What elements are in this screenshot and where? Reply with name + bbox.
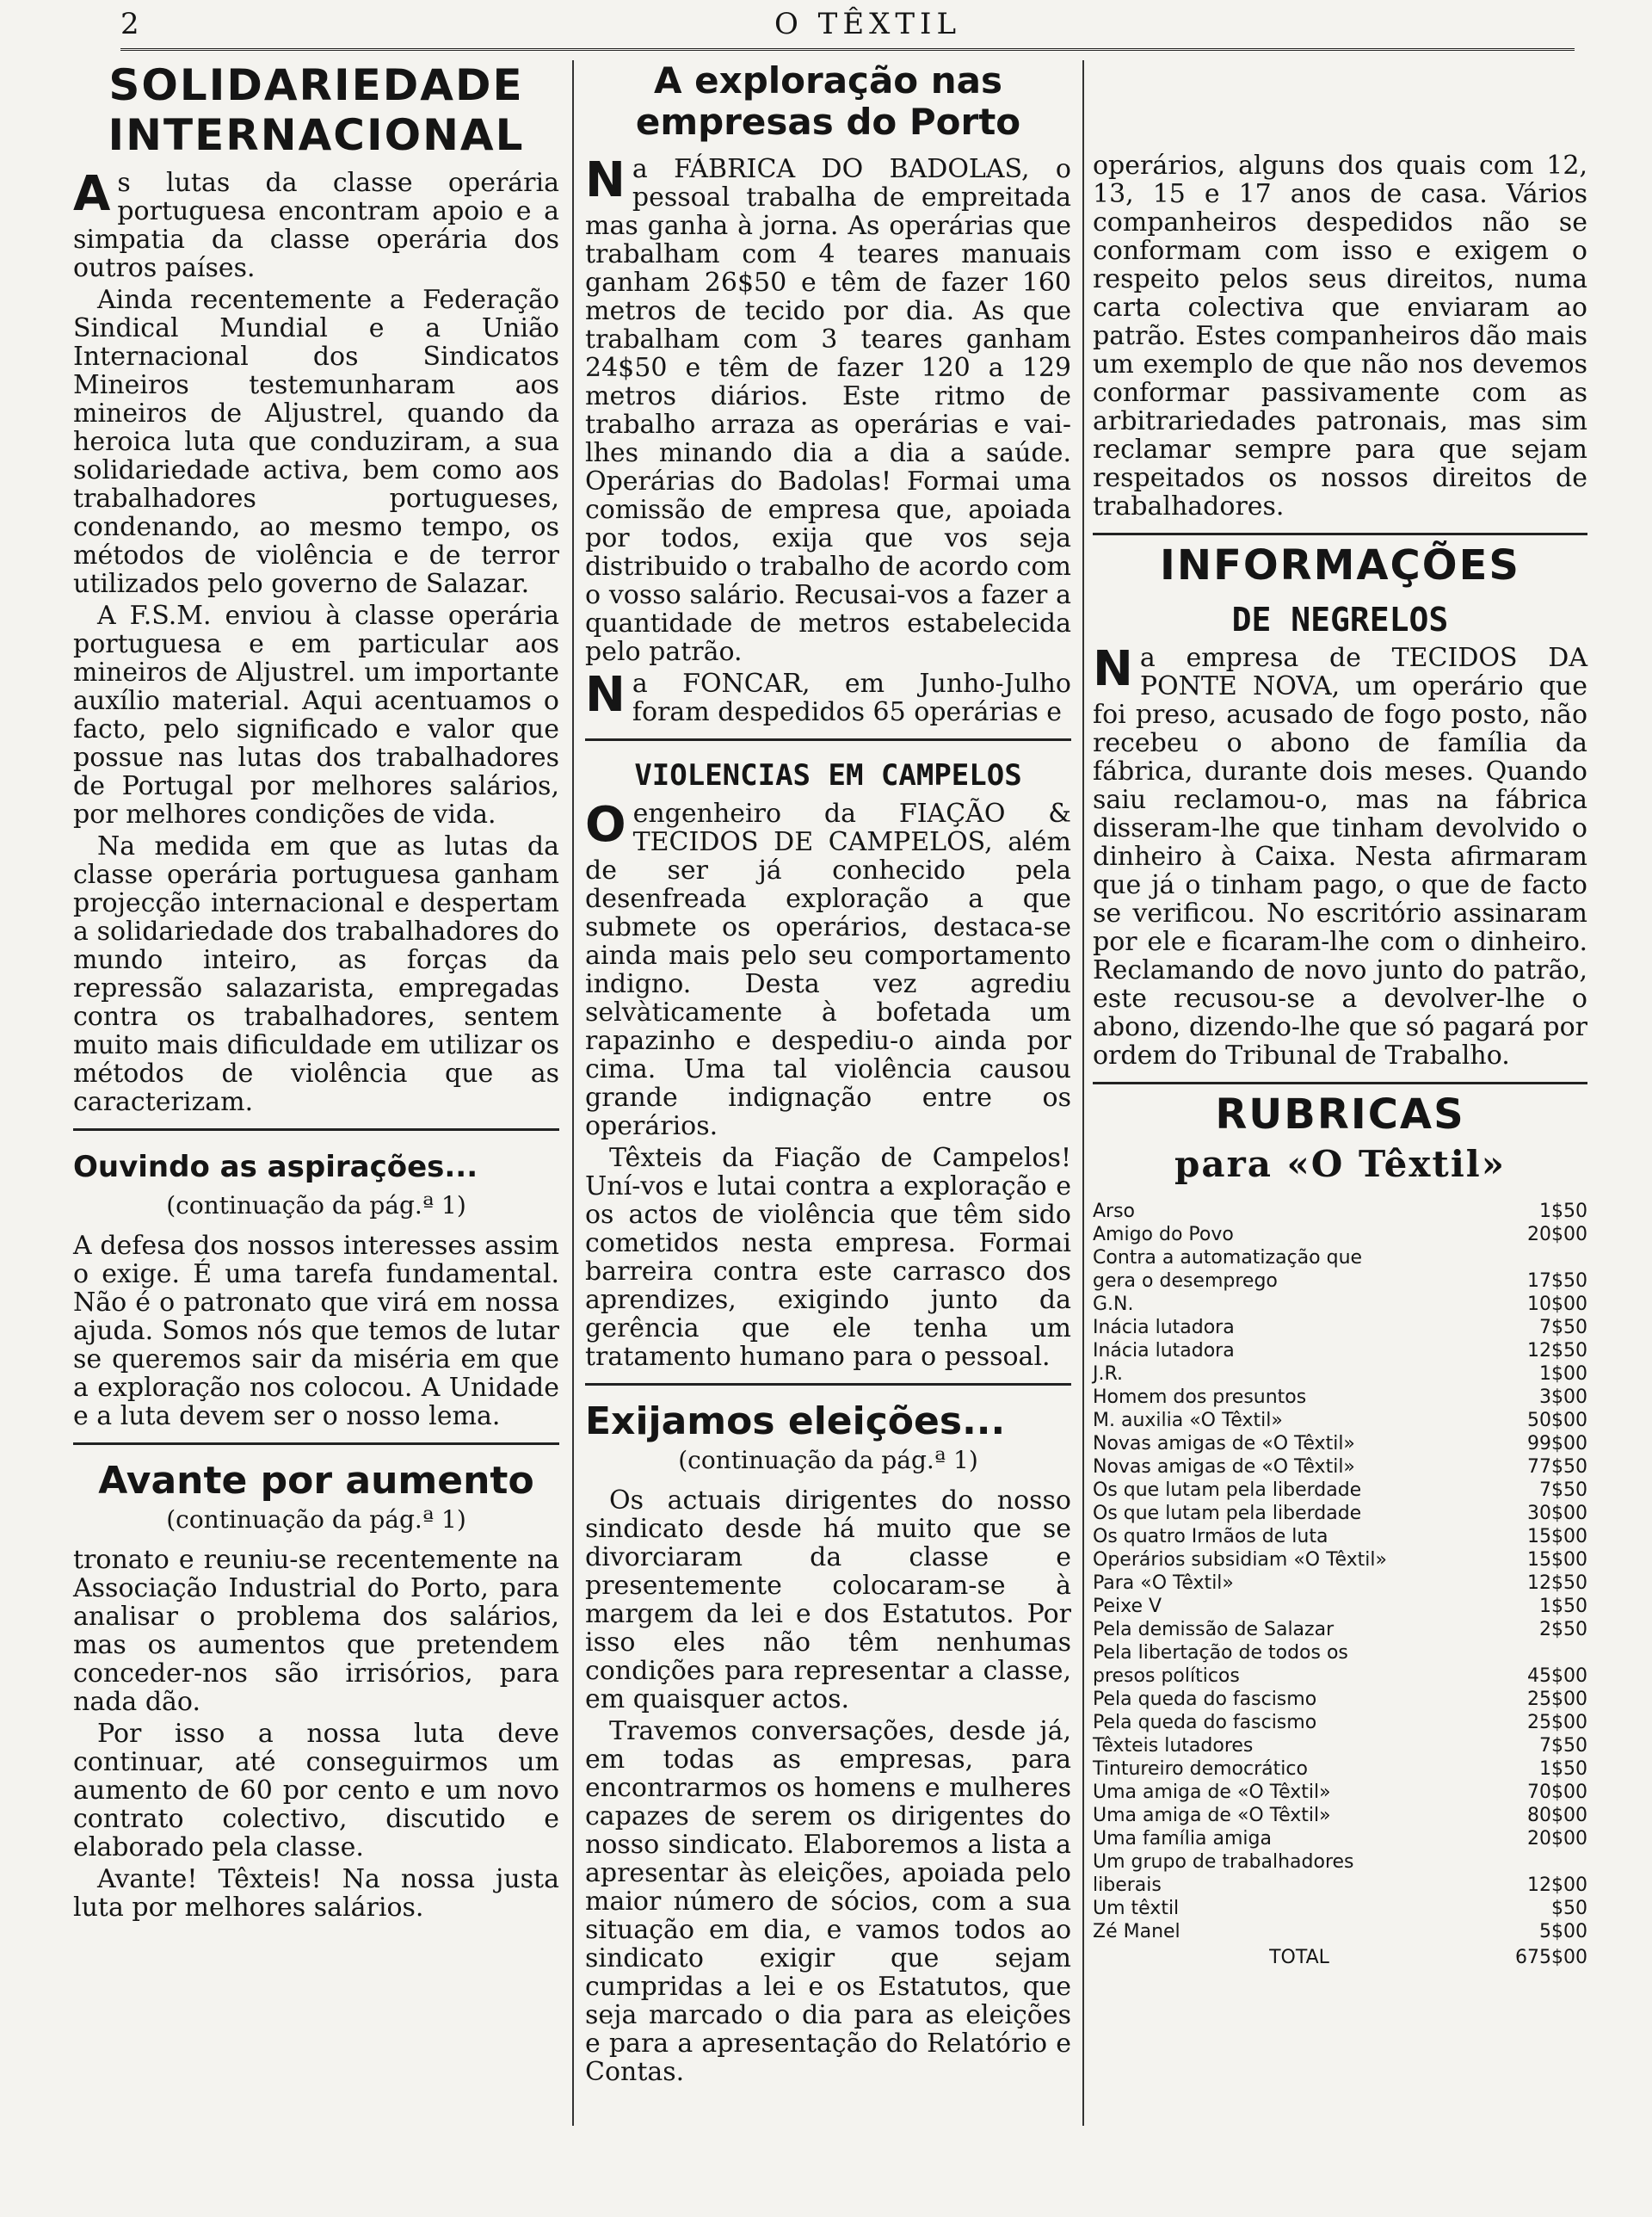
donation-row: [1093, 1920, 1587, 1943]
page-number: 2: [120, 7, 139, 41]
donation-label: Uma amiga de «O Têxtil»: [1093, 1805, 1331, 1826]
section-ouvindo: [73, 1128, 559, 1430]
donation-label: Têxteis lutadores: [1093, 1735, 1254, 1757]
donation-label: Uma família amiga: [1093, 1828, 1272, 1850]
continuation-note: (continuação da pág.ª 1): [166, 1191, 466, 1220]
donation-value: 50$00: [1527, 1410, 1587, 1431]
continuation-note: (continuação da pág.ª 1): [166, 1505, 466, 1534]
column-divider: [1082, 60, 1084, 2126]
donation-label: gera o desemprego: [1093, 1270, 1278, 1292]
donation-value: [1506, 1850, 1587, 1874]
article-paragraph: Têxteis da Fiação de Campelos! Uní-vos e lutai contra a exploração e os actos de violência que têm sido cometidos nesta empresa. Formai barreira contra este carrasco dos aprendizes, exigindo junto da gerência que ele tenha um tratamento humano para o pessoal.: [585, 1143, 1071, 1372]
donation-row: [1093, 1269, 1587, 1293]
section-informacoes: [1093, 533, 1587, 1070]
drop-cap: N: [585, 152, 626, 208]
donation-label: Peixe V: [1093, 1596, 1162, 1617]
donation-label: Um grupo de trabalhadores: [1093, 1851, 1354, 1873]
article-paragraph: Oengenheiro da FIAÇÃO & TECIDOS DE CAMPELOS, além de ser já conhecido pela desenfreada exploração a que submete os operários, destaca-se ainda mais pelo seu comportamento indigno. Desta vez agrediu selvàticamente à bofetada um rapazinho e despediu-o ainda por cima. Uma tal violência causou grande indignação entre os operários.: [585, 797, 1071, 1141]
donation-label: presos políticos: [1093, 1665, 1240, 1687]
column-1: [73, 60, 559, 1925]
donation-row: [1093, 1316, 1587, 1339]
donation-value: 1$00: [1539, 1363, 1587, 1385]
donation-row: [1093, 1386, 1587, 1409]
donation-label: Novas amigas de «O Têxtil»: [1093, 1433, 1355, 1454]
donation-label: Uma amiga de «O Têxtil»: [1093, 1782, 1331, 1803]
donation-value: 20$00: [1527, 1224, 1587, 1245]
donation-row: [1093, 1200, 1587, 1223]
donation-value: 30$00: [1527, 1503, 1587, 1524]
donation-value: 3$00: [1539, 1386, 1587, 1408]
headline-eleicoes: Exijamos eleições...: [585, 1399, 1006, 1443]
donation-value: 7$50: [1539, 1317, 1587, 1338]
donation-label: Pela demissão de Salazar: [1093, 1619, 1335, 1640]
donation-row: [1093, 1293, 1587, 1316]
donation-row: [1093, 1664, 1587, 1688]
donation-value: 1$50: [1539, 1596, 1587, 1617]
headline-ouvindo: Ouvindo as aspirações...: [73, 1150, 478, 1184]
drop-cap: O: [585, 797, 626, 853]
article-paragraph: A F.S.M. enviou à classe operária portuguesa e em particular aos mineiros de Aljustrel. um importante auxílio material. Aqui acentuamos o facto, pelo significado e valor que possue nas lutas dos trabalhadores de Portugal por melhores salários, por melhores condições de vida.: [73, 601, 559, 830]
article-paragraph: Os actuais dirigentes do nosso sindicato desde há muito que se divorciaram da classe e presentemente colocaram-se à margem da lei e dos Estatutos. Por isso eles não têm nenhumas condições para representar a classe, em quaisquer actos.: [585, 1485, 1071, 1714]
donation-row: [1093, 1409, 1587, 1432]
column-divider: [572, 60, 574, 2126]
donation-label: Contra a automatização que: [1093, 1247, 1363, 1269]
continuation-note: (continuação da pág.ª 1): [678, 1446, 978, 1474]
donation-value: 12$50: [1527, 1340, 1587, 1362]
drop-cap: N: [1093, 641, 1133, 697]
donation-label: Homem dos presuntos: [1093, 1386, 1307, 1408]
page-header: [120, 7, 1575, 52]
donation-label: Novas amigas de «O Têxtil»: [1093, 1456, 1355, 1478]
donation-value: [1506, 1641, 1587, 1664]
article-paragraph: As lutas da classe operária portuguesa encontram apoio e a simpatia da classe operária dos outros países.: [73, 166, 559, 283]
donation-value: 77$50: [1527, 1456, 1587, 1478]
donation-row: [1093, 1572, 1587, 1595]
header-rule: [120, 48, 1575, 51]
donation-row: [1093, 1850, 1587, 1874]
headline-avante: Avante por aumento: [98, 1459, 534, 1503]
donation-value: 2$50: [1539, 1619, 1587, 1640]
article-paragraph: Na FONCAR, em Junho-Julho foram despedidos 65 operárias e: [585, 667, 1071, 727]
drop-cap: A: [73, 166, 111, 222]
article-paragraph: Na empresa de TECIDOS DA PONTE NOVA, um operário que foi preso, acusado de fogo posto, não recebeu o abono de família da fábrica, durante dois meses. Quando saiu reclamou-o, mas na fábrica disseram-lhe que tinham devolvido o dinheiro à Caixa. Nesta afirmaram que já o tinham pago, o que de facto se verificou. No escritório assinaram por ele e ficaram-lhe com o dinheiro. Reclamando de novo junto do patrão, este recusou-se a devolver-lhe o abono, dizendo-lhe que só pagará por ordem do Tribunal de Trabalho.: [1093, 641, 1587, 1071]
donation-label: Tintureiro democrático: [1093, 1758, 1308, 1780]
section-rubricas: [1093, 1082, 1587, 1968]
total-label: TOTAL: [1269, 1947, 1329, 1968]
donation-label: Pela queda do fascismo: [1093, 1712, 1317, 1733]
donation-value: 10$00: [1527, 1294, 1587, 1315]
donation-total: [1093, 1947, 1587, 1968]
donation-value: $50: [1551, 1898, 1587, 1919]
article-paragraph: Na medida em que as lutas da classe operária portuguesa ganham projecção internacional e despertam a solidariedade dos trabalhadores do mundo inteiro, as forças da repressão salazarista, empregadas contra os trabalhadores, sentem muito mais dificuldade em utilizar os métodos de violência que as caracterizam.: [73, 831, 559, 1117]
section-campelos: [585, 738, 1071, 1371]
article-paragraph: tronato e reuniu-se recentemente na Associação Industrial do Porto, para analisar o problema dos salários, mas os aumentos que pretendem conceder-nos são irrisórios, para nada dão.: [73, 1545, 559, 1717]
article-paragraph: Travemos conversações, desde já, em todas as empresas, para encontrarmos os homens e mulheres capazes de serem os dirigentes do nosso sindicato. Elaboremos a lista a apresentar às eleições, apoiada pelo maior número de sócios, com a sua situação em dia, e vamos todos ao sindicato exigir que sejam cumpridas a lei e os Estatutos, que seja marcado o dia para as eleições e para a apresentação do Relatório e Contas.: [585, 1716, 1071, 2087]
headline-solidariedade: SOLIDARIEDADE: [108, 60, 524, 110]
headline-campelos: VIOLENCIAS EM CAMPELOS: [634, 758, 1022, 793]
article-paragraph: Por isso a nossa luta deve continuar, até conseguirmos um aumento de 60 por cento e um novo contrato colectivo, discutido e elaborado pela classe.: [73, 1719, 559, 1862]
section-avante: [73, 1442, 559, 1922]
donation-label: Amigo do Povo: [1093, 1224, 1234, 1245]
headline-internacional: INTERNACIONAL: [108, 110, 525, 160]
donation-label: Arso: [1093, 1201, 1136, 1222]
donation-value: [1506, 1246, 1587, 1269]
donation-label: Um têxtil: [1093, 1898, 1180, 1919]
donation-label: Inácia lutadora: [1093, 1317, 1235, 1338]
drop-cap: N: [585, 667, 626, 723]
donation-label: Os que lutam pela liberdade: [1093, 1479, 1362, 1501]
donation-value: 12$00: [1527, 1874, 1587, 1896]
donation-label: Operários subsidiam «O Têxtil»: [1093, 1549, 1387, 1571]
column-3: [1093, 60, 1587, 1968]
section-eleicoes: [585, 1383, 1071, 2086]
donation-value: 25$00: [1527, 1689, 1587, 1710]
donation-value: 7$50: [1539, 1735, 1587, 1757]
donation-row: [1093, 1432, 1587, 1455]
donation-label: Os quatro Irmãos de luta: [1093, 1526, 1328, 1547]
donation-row: [1093, 1641, 1587, 1664]
donation-row: [1093, 1223, 1587, 1246]
donation-label: liberais: [1093, 1874, 1162, 1896]
donation-value: 99$00: [1527, 1433, 1587, 1454]
donation-list: [1093, 1200, 1587, 1943]
donation-value: 5$00: [1539, 1921, 1587, 1942]
donation-row: [1093, 1804, 1587, 1827]
donation-row: [1093, 1362, 1587, 1386]
article-paragraph: Na FÁBRICA DO BADOLAS, o pessoal trabalha de empreitada mas ganha à jorna. As operárias que trabalham com 4 teares manuais ganham 26$50 e têm de fazer 160 metros de tecido por dia. As que trabalham com 3 teares ganham 24$50 e têm de fazer 120 a 129 metros diários. Este ritmo de trabalho arraza as operárias e vai-lhes minando dia a dia a saúde. Operárias do Badolas! Formai uma comissão de empresa que, apoiada por todos, exija que vos seja distribuido o trabalho de acordo com o vosso salário. Recusai-vos a fazer a quantidade de metros estabelecida pelo patrão.: [585, 152, 1071, 667]
subheadline-negrelos: DE NEGRELOS: [1231, 601, 1449, 639]
donation-row: [1093, 1339, 1587, 1362]
donation-value: 25$00: [1527, 1712, 1587, 1733]
headline-rubricas: RUBRICAS: [1215, 1090, 1465, 1139]
donation-label: Pela queda do fascismo: [1093, 1689, 1317, 1710]
donation-value: 20$00: [1527, 1828, 1587, 1850]
donation-row: [1093, 1502, 1587, 1525]
total-value: 675$00: [1515, 1947, 1587, 1968]
donation-row: [1093, 1479, 1587, 1502]
donation-label: M. auxilia «O Têxtil»: [1093, 1410, 1283, 1431]
donation-row: [1093, 1827, 1587, 1850]
donation-value: 45$00: [1527, 1665, 1587, 1687]
donation-row: [1093, 1781, 1587, 1804]
donation-row: [1093, 1874, 1587, 1897]
donation-value: 7$50: [1539, 1479, 1587, 1501]
donation-row: [1093, 1734, 1587, 1757]
article-paragraph: A defesa dos nossos interesses assim o exige. É uma tarefa fundamental. Não é o patronato que virá em nossa ajuda. Somos nós que temos de lutar se queremos sair da miséria em que a exploração nos colocou. A Unidade e a luta devem ser o nosso lema.: [73, 1231, 559, 1431]
donation-row: [1093, 1595, 1587, 1618]
donation-value: 17$50: [1527, 1270, 1587, 1292]
headline-exploracao: A exploração nas empresas do Porto: [635, 59, 1021, 143]
donation-label: Zé Manel: [1093, 1921, 1180, 1942]
donation-row: [1093, 1548, 1587, 1572]
donation-label: Para «O Têxtil»: [1093, 1572, 1234, 1594]
headline-informacoes: INFORMAÇÕES: [1160, 541, 1520, 590]
donation-label: Pela libertação de todos os: [1093, 1642, 1348, 1664]
donation-value: 15$00: [1527, 1549, 1587, 1571]
donation-value: 1$50: [1539, 1201, 1587, 1222]
article-paragraph: Avante! Têxteis! Na nossa justa luta por melhores salários.: [73, 1864, 559, 1923]
donation-value: 1$50: [1539, 1758, 1587, 1780]
donation-value: 12$50: [1527, 1572, 1587, 1594]
donation-row: [1093, 1897, 1587, 1920]
donation-label: Os que lutam pela liberdade: [1093, 1503, 1362, 1524]
column-2: [585, 60, 1071, 2090]
article-paragraph: Ainda recentemente a Federação Sindical Mundial e a União Internacional dos Sindicatos Mineiros testemunharam aos mineiros de Aljustrel, quando da heroica luta que conduziram, a sua solidariedade activa, bem como aos trabalhadores portugueses, condenando, ao mesmo tempo, os métodos de violência e de terror utilizados pelo governo de Salazar.: [73, 285, 559, 599]
subheadline-para-o-textil: para «O Têxtil»: [1174, 1143, 1506, 1185]
donation-label: Inácia lutadora: [1093, 1340, 1235, 1362]
article-paragraph: operários, alguns dos quais com 12, 13, 15 e 17 anos de casa. Vários companheiros despedidos não se conformam com isso e exigem o respeito pelos seus direitos, numa carta colectiva que enviaram ao patrão. Estes companheiros dão mais um exemplo de que não nos devemos conformar passivamente com as arbitrariedades patronais, mas sim reclamar sempre para que sejam respeitados os nossos direitos de trabalhadores.: [1093, 151, 1587, 522]
donation-label: J.R.: [1093, 1363, 1123, 1385]
donation-value: 70$00: [1527, 1782, 1587, 1803]
donation-row: [1093, 1455, 1587, 1479]
donation-row: [1093, 1246, 1587, 1269]
donation-value: 80$00: [1527, 1805, 1587, 1826]
donation-row: [1093, 1757, 1587, 1781]
donation-label: G.N.: [1093, 1294, 1134, 1315]
donation-row: [1093, 1688, 1587, 1711]
donation-row: [1093, 1525, 1587, 1548]
donation-value: 15$00: [1527, 1526, 1587, 1547]
donation-row: [1093, 1711, 1587, 1734]
donation-row: [1093, 1618, 1587, 1641]
newspaper-title: O TÊXTIL: [774, 7, 962, 41]
